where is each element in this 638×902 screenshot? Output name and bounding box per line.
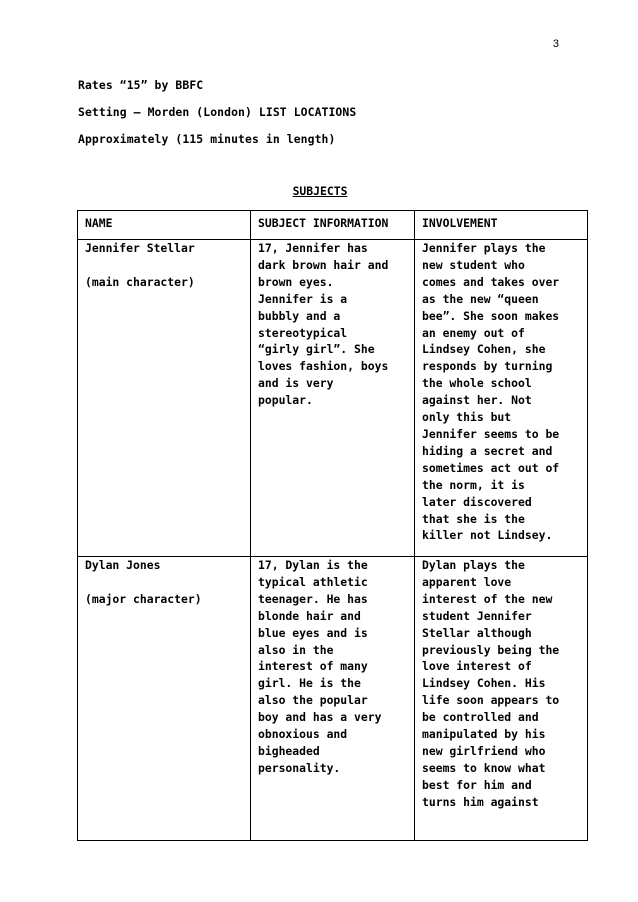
involvement-text: Dylan plays the apparent love interest of the new student Jennifer Stellar although previously being the love interest of Lindsey Cohen. His life soon appears to be controlled and manipulated by his new girlfriend who seems to know what best for him and turns him against [422,558,560,809]
subject-info-text: 17, Jennifer has dark brown hair and brown eyes. Jennifer is a bubbly and a stereotypical “girly girl”. She loves fashion, boys and is very popular. [258,241,389,408]
page-number: 3 [552,38,559,50]
involvement-cell [415,557,588,841]
rating-line: Rates “15” by BBFC [78,78,204,92]
subject-info-cell [251,557,415,841]
character-role: (major character) [85,591,202,606]
setting-line: Setting – Morden (London) LIST LOCATIONS [78,105,357,119]
involvement-text: Jennifer plays the new student who comes and takes over as the new “queen bee”. She soon makes an enemy out of Lindsey Cohen, she responds by turning the whole school against her. Not only this but Jennifer seems to be hiding a secret and sometimes act out of the norm, it is later discovered that she is the killer not Lindsey. [422,241,560,543]
character-name: Dylan Jones [85,558,161,572]
subject-info-cell [251,240,415,557]
name-cell [78,240,251,557]
length-line: Approximately (115 minutes in length) [78,132,336,146]
column-header-involvement: INVOLVEMENT [415,211,588,240]
name-cell [78,557,251,841]
involvement-cell [415,240,588,557]
section-title: SUBJECTS [292,184,348,198]
table-row [78,240,588,557]
character-role: (main character) [85,274,195,289]
table-header-row [78,211,588,240]
column-header-subject-information: SUBJECT INFORMATION [251,211,415,240]
subjects-table [77,210,588,841]
subject-info-text: 17, Dylan is the typical athletic teenager. He has blonde hair and blue eyes and is also in the interest of many girl. He is the also the popular boy and has a very obnoxious and bigheaded personality. [258,558,382,775]
character-name: Jennifer Stellar [85,241,195,255]
column-header-name: NAME [78,211,251,240]
table-row [78,557,588,841]
